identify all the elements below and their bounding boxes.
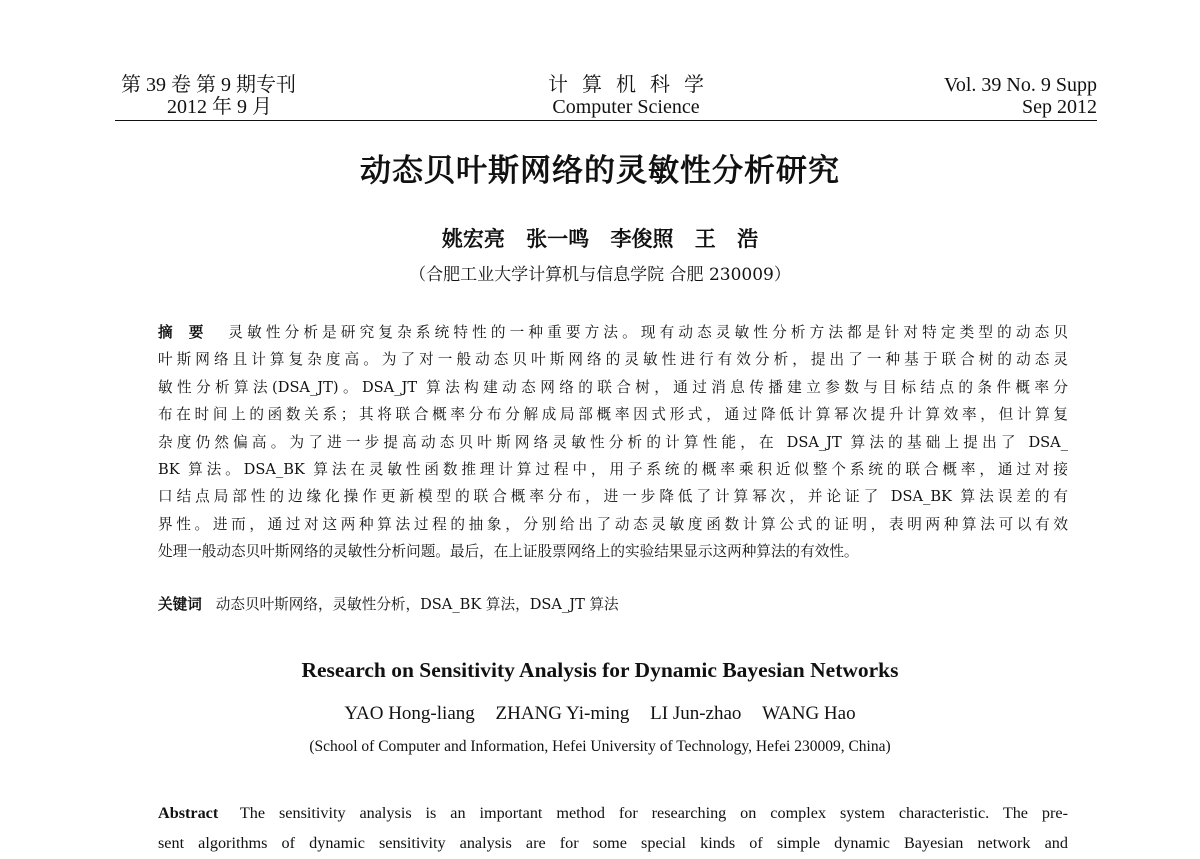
abstract-zh-line: 处理一般动态贝叶斯网络的灵敏性分析问题。最后，在上证股票网络上的实验结果显示这两种算法的有效性。 [158,543,859,561]
header-rule [115,120,1097,121]
author-en: ZHANG Yi-ming [495,703,630,724]
issue-date-zh: 2012 年 9 月 [167,96,272,118]
journal-volume-info-en [944,74,1097,118]
journal-volume-info [121,74,296,118]
affiliation-zh: （合肥工业大学计算机与信息学院 合肥 230009） [409,265,791,285]
abstract-zh-line: 敏性分析算法(DSA_JT)。DSA_JT 算法构建动态网络的联合树，通过消息传播建立参数与目标结点的条件概率分 [158,378,1068,396]
journal-name-zh: 计算机科学 [548,74,718,96]
abstract-zh [158,319,1068,566]
abstract-zh-line: 杂度仍然偏高。为了进一步提高动态贝叶斯网络灵敏性分析的计算性能，在 DSA_JT 算法的基础上提出了 DSA_ [158,433,1068,451]
keywords-zh-label: 关键词 [158,596,202,613]
abstract-zh-line: 口结点局部性的边缘化操作更新模型的联合概率分布，进一步降低了计算幂次，并论证了 DSA_BK 算法误差的有 [158,488,1068,506]
abstract-zh-line: 摘要 灵敏性分析是研究复杂系统特性的一种重要方法。现有动态灵敏性分析方法都是针对特定类型的动态贝 [158,324,1068,341]
abstract-zh-line: 布在时间上的函数关系；其将联合概率分布分解成局部概率因式形式，通过降低计算幂次提升计算效率，但计算复 [158,406,1068,424]
author-en: LI Jun-zhao [650,703,742,724]
abstract-zh-line: BK 算法。DSA_BK 算法在灵敏性函数推理计算过程中，用子系统的概率乘积近似整个系统的联合概率，通过对接 [158,461,1068,479]
author-en: YAO Hong-liang [344,703,475,724]
author-en: WANG Hao [762,703,856,724]
keywords-zh-text: 动态贝叶斯网络，灵敏性分析，DSA_BK 算法，DSA_JT 算法 [215,596,619,613]
abstract-en-line: Abstract The sensitivity analysis is an important method for researching on complex system characteristic. The pre- [158,804,1068,822]
abstract-zh-line: 叶斯网络且计算复杂度高。为了对一般动态贝叶斯网络的灵敏性进行有效分析，提出了一种基于联合树的动态灵 [158,351,1068,369]
affiliation-en: (School of Computer and Information, Hefei University of Technology, Hefei 230009, China) [309,738,891,755]
journal-name [500,74,752,118]
journal-name-en: Computer Science [552,96,700,118]
volume-issue-en: Vol. 39 No. 9 Supp [944,74,1097,96]
volume-issue: 第 39 卷 第 9 期专刊 [121,74,296,96]
abstract-en-line: sent algorithms of dynamic sensitivity analysis are for some special kinds of simple dynamic Bayesian network and [158,834,1068,852]
abstract-zh-line: 界性。进而，通过对这两种算法过程的抽象，分别给出了动态灵敏度函数计算公式的证明，表明两种算法可以有效 [158,515,1068,533]
keywords-zh [158,593,619,614]
abstract-en-label: Abstract [158,804,219,822]
paper-title-en: Research on Sensitivity Analysis for Dynamic Bayesian Networks [301,658,899,682]
abstract-en [158,798,1068,858]
abstract-zh-label: 摘要 [158,324,220,341]
paper-title-zh: 动态贝叶斯网络的灵敏性分析研究 [360,153,840,189]
authors-zh: 姚宏亮 张一鸣 李俊照 王 浩 [441,227,759,251]
authors-en [0,703,1200,725]
issue-date-en: Sep 2012 [1022,96,1097,118]
